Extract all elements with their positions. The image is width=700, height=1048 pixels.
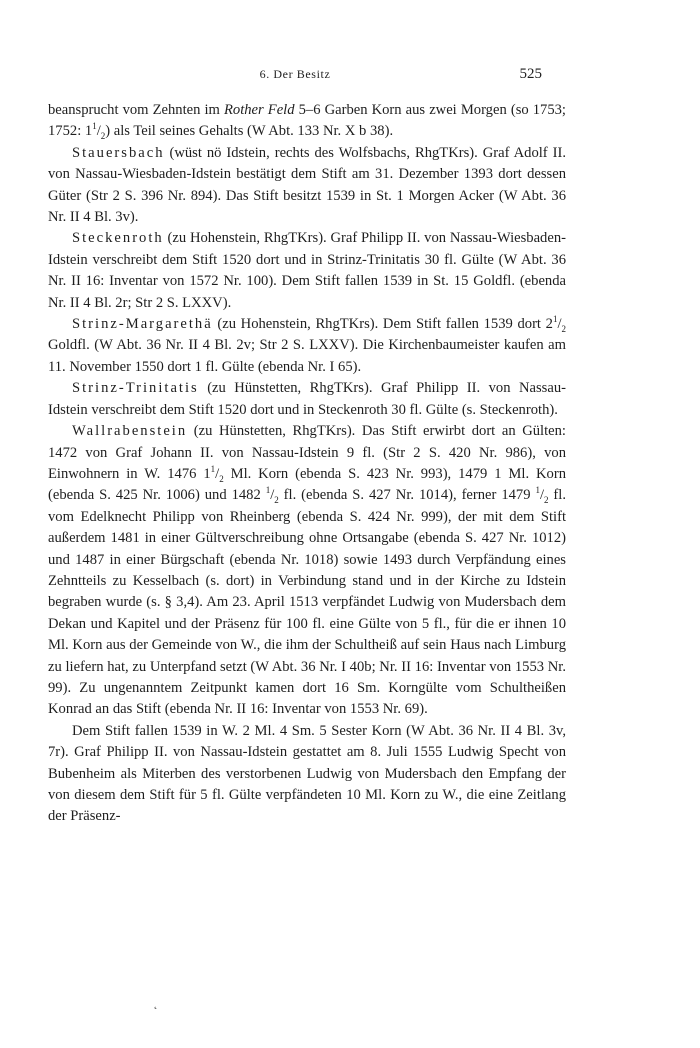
- text-run: 5–6 Garben Korn aus zwei Morgen (so 1753; 1752: 1: [48, 102, 566, 140]
- place-name: Strinz-Margarethä: [72, 316, 213, 333]
- place-name: Wallrabenstein: [72, 423, 188, 440]
- place-name: Stauersbach: [72, 144, 165, 161]
- text-run: Dem Stift fallen 1539 in W. 2 Ml. 4 Sm. 5 Sester Korn (W Abt. 36 Nr. II 4 Bl. 3v, 7r). Graf Philipp II. von Nassau-Idstein gestattet am 8. Juli 1555 Ludwig Specht von Bubenheim als Miterben des verstorbenen Ludwig von Mudersbach den Empfang der von diesem dem Stift für 5 fl. Gülte verpfändeten 10 Ml. Korn zu W., die eine Zeitlang der Präsenz-: [48, 722, 566, 825]
- text-run: 2: [561, 323, 566, 334]
- text-run: /: [270, 487, 275, 504]
- body-text: [48, 100, 566, 828]
- place-name: Strinz-Trinitatis: [72, 380, 199, 397]
- text-run: ) als Teil seines Gehalts (W Abt. 133 Nr. X b 38).: [105, 123, 394, 140]
- text-run: beansprucht vom Zehnten im: [48, 102, 224, 118]
- text-run: /: [96, 123, 101, 140]
- paragraph: [48, 228, 566, 314]
- text-run: 1: [552, 314, 558, 325]
- text-run: (zu Hünstetten, RhgTKrs). Graf Philipp II. von Nassau-Idstein verschreibt dem Stift 1520 dort und in Steckenroth 30 fl. Gülte (s. Steckenroth).: [48, 380, 566, 418]
- text-run: /: [539, 487, 544, 504]
- text-run: Ml. Korn (ebenda S. 423 Nr. 993), 1479 1 Ml. Korn (ebenda S. 425 Nr. 1006) und 1482: [48, 465, 566, 504]
- paragraph: [48, 100, 566, 143]
- text-run: (wüst nö Idstein, rechts des Wolfsbachs, RhgTKrs). Graf Adolf II. von Nassau-Wiesbaden-Idstein bestätigt dem Stift am 31. Dezember 1393 dort dessen Güter (Str 2 S. 396 Nr. 894). Das Stift besitzt 1539 in St. 1 Morgen Acker (W Abt. 36 Nr. II 4 Bl. 3v).: [48, 144, 566, 226]
- paragraph: [48, 721, 566, 828]
- paragraph: [48, 421, 566, 721]
- text-run: 1: [210, 464, 216, 475]
- text-run: (zu Hohenstein, RhgTKrs). Graf Philipp II. von Nassau-Wiesbaden-Idstein verschreibt dem Stift 1520 dort und in Strinz-Trinitatis 30 fl. Gülte (W Abt. 36 Nr. II 16: Inventar von 1572 Nr. 100). Dem Stift fallen 1539 in St. 15 Goldfl. (ebenda Nr. II 4 Bl. 2r; Str 2 S. LXXV).: [48, 230, 566, 311]
- text-run: (zu Hohenstein, RhgTKrs). Dem Stift fallen 1539 dort 2: [212, 316, 553, 333]
- text-run: 2: [274, 495, 279, 506]
- stray-mark: ˛: [154, 999, 158, 1010]
- running-title: 6. Der Besitz: [259, 67, 331, 81]
- text-run: 2: [544, 495, 549, 506]
- text-run: 1: [265, 485, 271, 496]
- text-run: (zu Hünstetten, RhgTKrs). Das Stift erwirbt dort an Gülten: 1472 von Graf Johann II. von Nassau-Idstein 9 fl. (Str 2 S. 420 Nr. 986), von Einwohnern in W. 1476 1: [48, 423, 566, 482]
- text-run: 1: [535, 485, 540, 496]
- text-run: /: [215, 465, 220, 482]
- paragraph: [48, 378, 566, 421]
- text-run: Goldfl. (W Abt. 36 Nr. II 4 Bl. 2v; Str 2 S. LXXV). Die Kirchenbaumeister kaufen am 11. November 1550 dort 1 fl. Gülte (ebenda Nr. I 65).: [48, 337, 566, 375]
- place-name: Steckenroth: [72, 230, 164, 247]
- text-run: fl. vom Edelknecht Philipp von Rheinberg (ebenda S. 424 Nr. 999), der mit dem Stift außerdem 1481 in einer Gültverschreibung ohne Ortsangabe (ebenda S. 427 Nr. 1012) und 1487 in einer Bürgschaft (ebenda Nr. 1018) sowie 1493 durch Verpfändung eines Zehntteils zu Kesselbach (s. dort) in Verbindung stand und in der Kirche zu Idstein begraben wurde (s. § 3,4). Am 23. April 1513 verpfändet Ludwig von Mudersbach dem Dekan und Kapitel und der Präsenz für 100 fl. eine Gülte von 5 fl., für die er ihnen 10 Ml. Korn aus der Gemeinde von W., die ihm der Schultheiß auf sein Haus nach Limburg zu liefern hat, zu Unterpfand setzt (W Abt. 36 Nr. I 40b; Nr. II 16: Inventar von 1553 Nr. 99). Zu ungenanntem Zeitpunkt kamen dort 16 Sm. Korngülte vom Schultheißen Konrad an das Stift (ebenda Nr. II 16: Inventar von 1553 Nr. 69).: [48, 487, 566, 718]
- italic-text: Rother Feld: [223, 102, 295, 118]
- text-run: /: [557, 316, 562, 333]
- text-run: fl. (ebenda S. 427 Nr. 1014), ferner 1479: [278, 487, 536, 504]
- paragraph: [48, 143, 566, 229]
- paragraph: [48, 314, 566, 378]
- running-head: [48, 64, 542, 84]
- text-run: 2: [219, 473, 224, 484]
- text-run: 1: [92, 121, 97, 132]
- text-run: 2: [100, 131, 106, 142]
- page-number: 525: [519, 66, 542, 82]
